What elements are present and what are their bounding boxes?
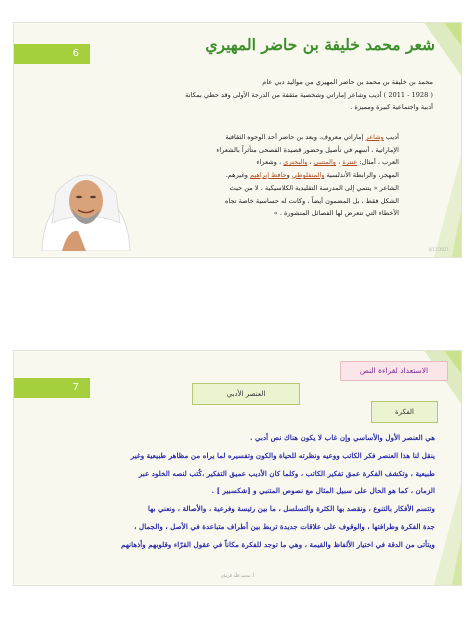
body-line: ينقل لنا هذا العنصر فكر الكاتب ووعيه ونظرته للحياة والكون وتفسيره لما يراه من مظاهر طبيعية وغير — [130, 450, 435, 460]
body-line: هي العنصر الأول والأساسي وإن غاب لا يكون هناك نص أدبي . — [249, 433, 435, 442]
idea-body — [31, 429, 435, 554]
slide-number: 6 — [14, 44, 90, 64]
body-line: ويتأتى من الدقة في اختيار الألفاظ والقيمة ، وهي ما توجد للفكرة مكاناً في عقول القرّاء وقلوبهم وأذهانهم — [121, 539, 435, 549]
bio-paragraph — [164, 131, 399, 220]
bio-line: الإماراتية ، أسهم في تأصيل وحضور قصيدة الفصحى متأثراً بالشعراء — [216, 145, 399, 154]
body-line: طبيعية ، وتكشف الفكرة عمق تفكير الكاتب ، وكلما كان الأديب عميق التفكير ،كُتب لنصه الخلود عبر — [138, 468, 435, 478]
link-hafez-ibrahim[interactable]: حافظ إبراهيم — [250, 171, 287, 180]
poet-photo — [38, 153, 134, 251]
link-poet[interactable]: وشاعر — [365, 133, 384, 141]
bio-line: أديب وشاعر إماراتي معروف. ويعد بن حاضر أحد الوجوه الثقافية — [225, 133, 399, 141]
bio-line: الشاعر « ينتمي إلى المدرسة التقليدية الكلاسيكية ، لا من حيث — [229, 183, 399, 192]
slide-6 — [13, 22, 462, 258]
intro-line: ( 1928 - 2011 ) أديب وشاعر إماراتي وشخصية مثقفة من الدرجة الأولى وقد حظي بمكانة — [185, 90, 433, 99]
literary-element-box: العنصر الأدبي — [192, 383, 300, 405]
slide-7 — [13, 350, 462, 586]
link-buhturi[interactable]: والبحتري — [283, 158, 308, 167]
link-mutanabbi[interactable]: والمتنبي — [313, 158, 336, 167]
intro-line: محمد بن خليفة بن محمد بن حاضر المهيري من مواليد دبي عام — [262, 78, 433, 86]
prep-reading-label: الاستعداد لقراءة النص — [340, 361, 448, 381]
bio-line: الشكل فقط ، بل المضمون أيضاً ، وكانت له حساسية خاصة تجاه — [224, 196, 399, 205]
body-line: جدة الفكرة وطرافتها ، والوقوف على علاقات جديدة تربط بين أطراف متباعدة في الأصل ، والجمال ، — [134, 521, 435, 531]
bio-line: المهجر، والرابطة الأندلسية والمنفلوطي وحافظ إبراهيم وغيرهم. — [225, 171, 399, 180]
slide-number: 7 — [14, 378, 90, 398]
link-antara[interactable]: عنترة — [342, 158, 358, 167]
body-line: وتتسم الأفكار بالتنوع ، ونقصد بها الكثرة والتسلسل ، ما بين رئيسة وفرعية ، والأصالة ، ونعني بها — [148, 504, 435, 514]
bio-line: العرب ، أمثال: عنترة ، والمتنبي ، والبحتري ، وشعراء — [256, 158, 399, 167]
slide-footer: أ. محمد اللّه الزمان — [220, 573, 255, 578]
body-line: الزمان ، كما هو الحال على سبيل المثال مع نصوص المتنبي و [شكسبير ] . — [211, 486, 435, 496]
slide-title: شعر محمد خليفة بن حاضر المهيري — [205, 35, 435, 54]
intro-line: أدبية واجتماعية كبيرة ومميزة . — [350, 103, 433, 111]
intro-paragraph — [74, 76, 433, 114]
green-ribbon-decoration — [393, 22, 462, 258]
link-manfaluti[interactable]: والمنفلوطي — [291, 171, 325, 180]
idea-box: الفكرة — [371, 401, 438, 423]
bio-line: الأخطاء التي تتعرض لها الفصائل المنشورة . » — [273, 209, 399, 218]
slide-date: 4/11/2021 — [428, 247, 449, 252]
